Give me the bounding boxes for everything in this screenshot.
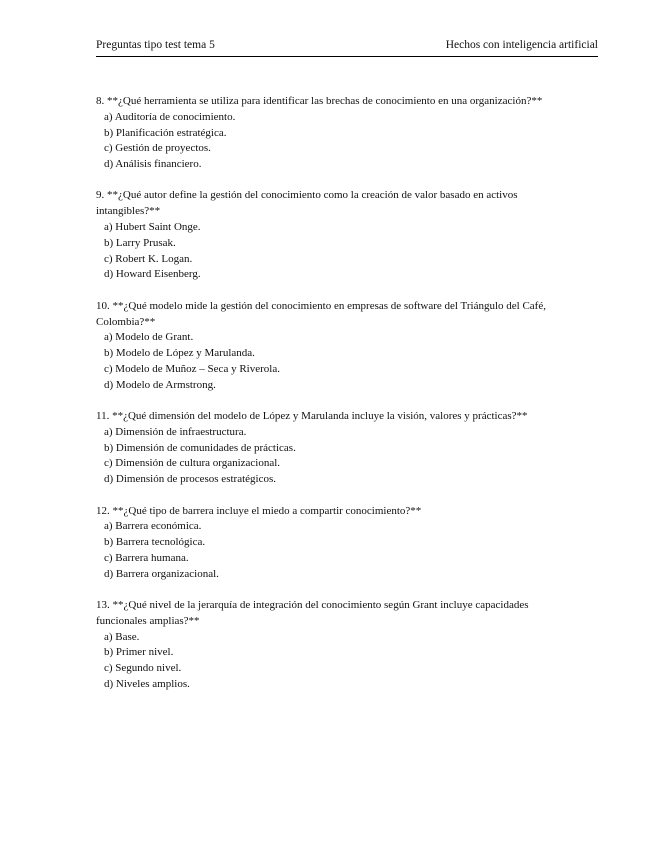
option-b: b) Barrera tecnológica.: [104, 536, 206, 549]
question-8: [96, 94, 566, 173]
question-10: [96, 299, 566, 394]
option-list: [96, 220, 566, 283]
question-text: 9. **¿Qué autor define la gestión del conocimiento como la creación de valor basado en activos intangibles?**: [96, 189, 518, 218]
option-b: b) Primer nivel.: [104, 646, 174, 659]
question-list: [96, 94, 566, 708]
question-text: 13. **¿Qué nivel de la jerarquía de integración del conocimiento según Grant incluye capacidades funcionales amplias?**: [96, 599, 529, 627]
option-list: [96, 425, 566, 488]
header-subtitle: Hechos con inteligencia artificial: [445, 39, 598, 51]
option-d: d) Modelo de Armstrong.: [104, 378, 216, 391]
option-c: c) Segundo nivel.: [104, 662, 182, 675]
option-b: b) Modelo de López y Marulanda.: [104, 347, 255, 360]
option-a: a) Barrera económica.: [104, 520, 202, 533]
question-text: 8. **¿Qué herramienta se utiliza para identificar las brechas de conocimiento en una organización?**: [96, 95, 543, 107]
option-a: a) Modelo de Grant.: [104, 331, 194, 344]
option-c: c) Modelo de Muñoz – Seca y Riverola.: [104, 362, 280, 375]
question-text: 10. **¿Qué modelo mide la gestión del conocimiento en empresas de software del Triángulo del Café, Colombia?**: [96, 299, 546, 328]
option-d: d) Dimensión de procesos estratégicos.: [104, 473, 276, 486]
option-a: a) Hubert Saint Onge.: [104, 221, 201, 234]
option-a: a) Dimensión de infraestructura.: [104, 425, 247, 438]
option-d: d) Howard Eisenberg.: [104, 268, 201, 281]
page-header: [96, 38, 598, 57]
option-list: [96, 110, 566, 173]
option-c: c) Dimensión de cultura organizacional.: [104, 457, 281, 470]
option-b: b) Dimensión de comunidades de prácticas.: [104, 441, 296, 454]
option-d: d) Barrera organizacional.: [104, 567, 219, 580]
option-d: d) Análisis financiero.: [104, 158, 202, 171]
question-9: [96, 188, 566, 283]
option-a: a) Base.: [104, 630, 140, 643]
question-12: [96, 504, 566, 583]
option-b: b) Planificación estratégica.: [104, 126, 227, 139]
header-title: Preguntas tipo test tema 5: [96, 39, 215, 51]
option-list: [96, 630, 566, 693]
option-a: a) Auditoría de conocimiento.: [104, 110, 236, 123]
question-text: 11. **¿Qué dimensión del modelo de López y Marulanda incluye la visión, valores y prácticas?**: [96, 410, 528, 423]
option-list: [96, 519, 566, 582]
question-11: [96, 409, 566, 488]
option-c: c) Gestión de proyectos.: [104, 142, 211, 155]
option-list: [96, 330, 566, 393]
option-c: c) Barrera humana.: [104, 551, 189, 564]
option-c: c) Robert K. Logan.: [104, 252, 193, 265]
option-b: b) Larry Prusak.: [104, 236, 176, 249]
option-d: d) Niveles amplios.: [104, 678, 190, 690]
question-13: [96, 598, 566, 693]
question-text: 12. **¿Qué tipo de barrera incluye el miedo a compartir conocimiento?**: [96, 504, 422, 517]
